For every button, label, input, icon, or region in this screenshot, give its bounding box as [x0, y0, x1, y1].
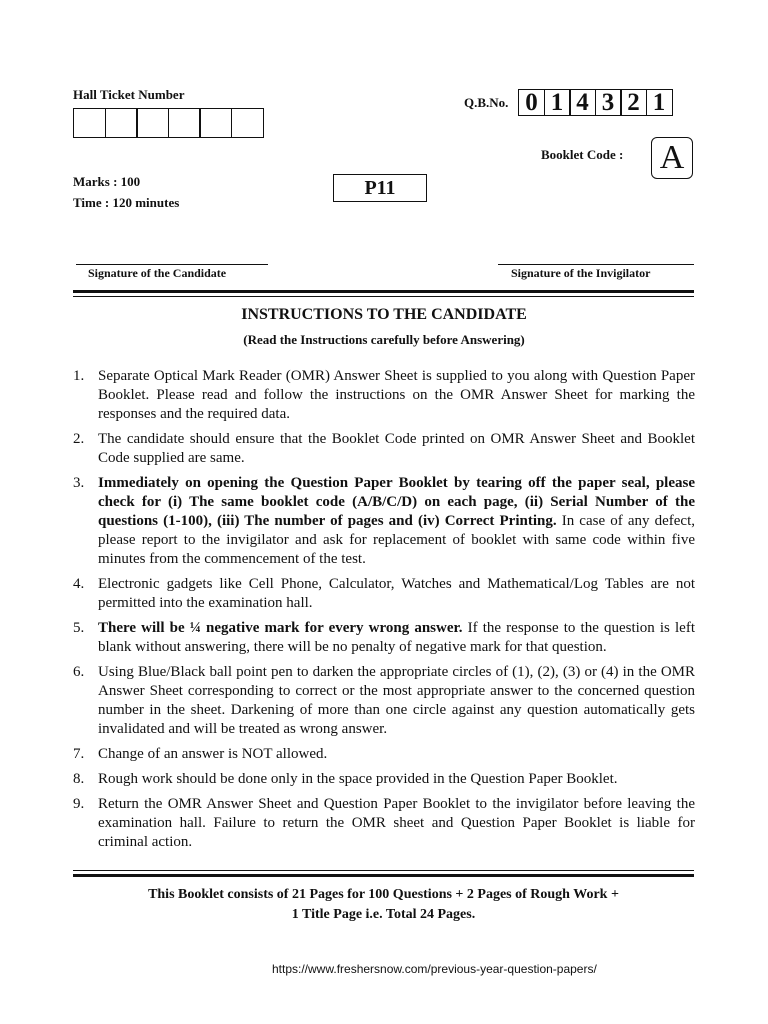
booklet-summary [73, 885, 694, 925]
hall-ticket-box [136, 108, 169, 138]
instruction-number: 9. [73, 796, 85, 812]
hall-ticket-box [199, 108, 232, 138]
instruction-body-text: Rough work should be done only in the space provided in the Question Paper Booklet. [98, 771, 618, 787]
instruction-number: 7. [73, 746, 85, 762]
instruction-body-text: Using Blue/Black ball point pen to darken the appropriate circles of (1), (2), (3) or (4) in the OMR Answer Sheet corresponding to correct or the most appropriate answer to the concerned question number in the sheet. Darkening of more than one circle against any question automatically gets invalidated and will be treated as wrong answer. [98, 664, 695, 737]
instruction-text [98, 575, 695, 613]
hall-ticket-box [73, 108, 106, 138]
instruction-text [98, 367, 695, 424]
instruction-number: 2. [73, 431, 85, 447]
instruction-number: 6. [73, 664, 85, 680]
instruction-bold-text: Immediately on opening the Question Paper Booklet by tearing off the paper seal, please check for (i) The same booklet code (A/B/C/D) on each page, (ii) Serial Number of the questions (1-100), (iii) The number of pages and (iv) Correct Printing. [98, 475, 695, 529]
instruction-body-text: The candidate should ensure that the Booklet Code printed on OMR Answer Sheet and Booklet Code supplied are same. [98, 431, 695, 466]
invigilator-signature-label: Signature of the Invigilator [511, 266, 651, 280]
instruction-body-text: Return the OMR Answer Sheet and Question Paper Booklet to the invigilator before leaving the examination hall. Failure to return the OMR sheet and Question Paper Booklet is liable for criminal action. [98, 796, 695, 850]
booklet-code-label: Booklet Code : [541, 147, 624, 162]
instruction-number: 5. [73, 620, 85, 636]
instruction-item [73, 663, 695, 739]
divider [73, 870, 694, 871]
instruction-item [73, 745, 695, 764]
instruction-body-text: Change of an answer is NOT allowed. [98, 746, 328, 762]
hall-ticket-box [105, 108, 138, 138]
instructions-list [73, 367, 695, 858]
qbno-label: Q.B.No. [464, 95, 509, 110]
qbno-digit: 2 [620, 89, 647, 116]
instruction-number: 4. [73, 576, 85, 592]
instruction-text [98, 795, 695, 852]
booklet-summary-line: 1 Title Page i.e. Total 24 Pages. [291, 907, 476, 922]
qbno-digit: 1 [646, 89, 673, 116]
instruction-item [73, 367, 695, 424]
instruction-item [73, 430, 695, 468]
instruction-number: 3. [73, 475, 85, 491]
instruction-text [98, 430, 695, 468]
instruction-text [98, 770, 695, 789]
instruction-body-text: Electronic gadgets like Cell Phone, Calculator, Watches and Mathematical/Log Tables are not permitted into the examination hall. [98, 576, 695, 611]
booklet-summary-line: This Booklet consists of 21 Pages for 100 Questions + 2 Pages of Rough Work + [148, 887, 619, 902]
instruction-body-text: Separate Optical Mark Reader (OMR) Answer Sheet is supplied to you along with Question Paper Booklet. Please read and follow the instructions on the OMR Answer Sheet for marking the responses and the required data. [98, 368, 695, 422]
instruction-text [98, 745, 695, 764]
hall-ticket-boxes [73, 108, 262, 138]
instructions-subtitle: (Read the Instructions carefully before Answering) [243, 332, 525, 347]
divider [73, 290, 694, 293]
instruction-text [98, 663, 695, 739]
divider [73, 874, 694, 877]
instruction-item [73, 474, 695, 569]
qbno-boxes [518, 89, 671, 116]
qbno-digit: 4 [569, 89, 596, 116]
divider [73, 296, 694, 297]
candidate-signature-line [76, 264, 268, 265]
booklet-code-box: A [651, 137, 693, 179]
qbno-digit: 1 [544, 89, 571, 116]
instruction-body-text: If the response to the question is left blank without answering, there will be no penalty of negative mark for that question. [98, 620, 695, 655]
instruction-item [73, 770, 695, 789]
hall-ticket-label: Hall Ticket Number [73, 87, 185, 102]
marks-text: Marks : 100 [73, 174, 141, 189]
hall-ticket-box [168, 108, 201, 138]
instruction-bold-text: There will be ¼ negative mark for every wrong answer. [98, 620, 463, 636]
invigilator-signature-line [498, 264, 694, 265]
instruction-item [73, 795, 695, 852]
qbno-digit: 3 [595, 89, 622, 116]
instruction-text [98, 619, 695, 657]
instruction-text [98, 474, 695, 569]
time-text: Time : 120 minutes [73, 195, 180, 210]
instruction-body-text: In case of any defect, please report to the invigilator and ask for replacement of booklet with same code within five minutes from the commencement of the test. [98, 513, 695, 567]
candidate-signature-label: Signature of the Candidate [88, 266, 227, 280]
source-url: https://www.freshersnow.com/previous-year-question-papers/ [272, 962, 597, 976]
instructions-title: INSTRUCTIONS TO THE CANDIDATE [241, 306, 527, 323]
instruction-item [73, 575, 695, 613]
qbno-digit: 0 [518, 89, 545, 116]
instruction-item [73, 619, 695, 657]
instruction-number: 1. [73, 368, 85, 384]
paper-code-box: P11 [333, 174, 427, 202]
instruction-number: 8. [73, 771, 85, 787]
hall-ticket-box [231, 108, 264, 138]
